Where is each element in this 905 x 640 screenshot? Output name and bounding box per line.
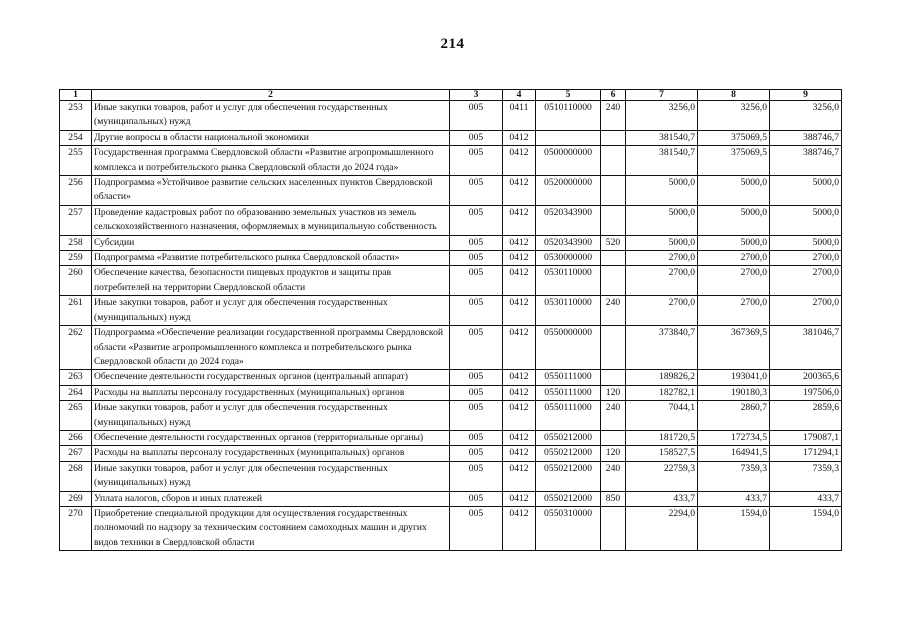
expense-type-cell [601, 146, 626, 176]
amount-col7-cell: 5000,0 [626, 205, 698, 235]
amount-col8-cell: 172734,5 [698, 430, 770, 445]
amount-col8-cell: 2700,0 [698, 266, 770, 296]
item-name-cell: Иные закупки товаров, работ и услуг для обеспечения государственных (муниципальных) нужд [92, 296, 450, 326]
expense-type-cell: 520 [601, 235, 626, 250]
target-code-cell [536, 130, 601, 145]
table-body [60, 101, 842, 551]
section-code-cell: 0412 [503, 430, 536, 445]
table-row [60, 506, 842, 550]
target-code-cell: 0550111000 [536, 385, 601, 400]
target-code-cell: 0550111000 [536, 401, 601, 431]
amount-col7-cell: 373840,7 [626, 326, 698, 370]
header-cell: 4 [503, 90, 536, 101]
ministry-code-cell: 005 [450, 491, 503, 506]
row-number-cell: 266 [60, 430, 92, 445]
ministry-code-cell: 005 [450, 266, 503, 296]
amount-col7-cell: 2700,0 [626, 266, 698, 296]
amount-col9-cell: 200365,6 [770, 370, 842, 385]
header-cell: 9 [770, 90, 842, 101]
expense-type-cell: 240 [601, 101, 626, 131]
target-code-cell: 0550310000 [536, 506, 601, 550]
target-code-cell: 0550111000 [536, 370, 601, 385]
table-row [60, 446, 842, 461]
expense-type-cell: 240 [601, 401, 626, 431]
amount-col9-cell: 179087,1 [770, 430, 842, 445]
amount-col7-cell: 2700,0 [626, 296, 698, 326]
amount-col7-cell: 5000,0 [626, 235, 698, 250]
target-code-cell: 0520000000 [536, 176, 601, 206]
expense-type-cell [601, 205, 626, 235]
amount-col9-cell: 3256,0 [770, 101, 842, 131]
ministry-code-cell: 005 [450, 205, 503, 235]
table-row [60, 401, 842, 431]
expense-type-cell [601, 130, 626, 145]
table-row [60, 205, 842, 235]
table-row [60, 370, 842, 385]
target-code-cell: 0510110000 [536, 101, 601, 131]
amount-col8-cell: 375069,5 [698, 130, 770, 145]
header-cell: 2 [92, 90, 450, 101]
header-cell: 8 [698, 90, 770, 101]
section-code-cell: 0412 [503, 326, 536, 370]
expense-type-cell [601, 176, 626, 206]
amount-col9-cell: 2859,6 [770, 401, 842, 431]
amount-col8-cell: 367369,5 [698, 326, 770, 370]
amount-col9-cell: 388746,7 [770, 130, 842, 145]
item-name-cell: Государственная программа Свердловской области «Развитие агропромышленного комплекса и потребительского рынка Свердловской области до 2024 года» [92, 146, 450, 176]
item-name-cell: Иные закупки товаров, работ и услуг для обеспечения государственных (муниципальных) нужд [92, 461, 450, 491]
amount-col9-cell: 5000,0 [770, 235, 842, 250]
target-code-cell: 0500000000 [536, 146, 601, 176]
amount-col7-cell: 182782,1 [626, 385, 698, 400]
expense-type-cell [601, 430, 626, 445]
ministry-code-cell: 005 [450, 461, 503, 491]
section-code-cell: 0412 [503, 235, 536, 250]
item-name-cell: Обеспечение деятельности государственных органов (территориальные органы) [92, 430, 450, 445]
ministry-code-cell: 005 [450, 506, 503, 550]
amount-col7-cell: 2294,0 [626, 506, 698, 550]
ministry-code-cell: 005 [450, 430, 503, 445]
header-cell: 3 [450, 90, 503, 101]
item-name-cell: Уплата налогов, сборов и иных платежей [92, 491, 450, 506]
section-code-cell: 0412 [503, 491, 536, 506]
row-number-cell: 254 [60, 130, 92, 145]
table-row [60, 430, 842, 445]
amount-col8-cell: 164941,5 [698, 446, 770, 461]
amount-col8-cell: 375069,5 [698, 146, 770, 176]
amount-col9-cell: 197506,0 [770, 385, 842, 400]
ministry-code-cell: 005 [450, 101, 503, 131]
section-code-cell: 0412 [503, 370, 536, 385]
amount-col9-cell: 433,7 [770, 491, 842, 506]
row-number-cell: 268 [60, 461, 92, 491]
amount-col9-cell: 388746,7 [770, 146, 842, 176]
expense-type-cell: 240 [601, 461, 626, 491]
amount-col7-cell: 3256,0 [626, 101, 698, 131]
table-header-row [60, 90, 842, 101]
ministry-code-cell: 005 [450, 446, 503, 461]
section-code-cell: 0412 [503, 176, 536, 206]
row-number-cell: 263 [60, 370, 92, 385]
ministry-code-cell: 005 [450, 401, 503, 431]
amount-col7-cell: 5000,0 [626, 176, 698, 206]
target-code-cell: 0530110000 [536, 266, 601, 296]
target-code-cell: 0550212000 [536, 461, 601, 491]
table-row [60, 326, 842, 370]
amount-col8-cell: 193041,0 [698, 370, 770, 385]
expense-type-cell [601, 506, 626, 550]
table-row [60, 176, 842, 206]
item-name-cell: Другие вопросы в области национальной экономики [92, 130, 450, 145]
item-name-cell: Подпрограмма «Обеспечение реализации государственной программы Свердловской области «Развитие агропромышленного комплекса и потребительского рынка Свердловской области до 2024 года» [92, 326, 450, 370]
amount-col8-cell: 190180,3 [698, 385, 770, 400]
target-code-cell: 0530000000 [536, 251, 601, 266]
amount-col8-cell: 7359,3 [698, 461, 770, 491]
row-number-cell: 256 [60, 176, 92, 206]
ministry-code-cell: 005 [450, 235, 503, 250]
section-code-cell: 0412 [503, 205, 536, 235]
section-code-cell: 0412 [503, 130, 536, 145]
header-cell: 6 [601, 90, 626, 101]
row-number-cell: 255 [60, 146, 92, 176]
row-number-cell: 257 [60, 205, 92, 235]
expense-type-cell: 120 [601, 446, 626, 461]
amount-col9-cell: 2700,0 [770, 266, 842, 296]
amount-col8-cell: 1594,0 [698, 506, 770, 550]
table-row [60, 146, 842, 176]
amount-col8-cell: 5000,0 [698, 176, 770, 206]
section-code-cell: 0412 [503, 251, 536, 266]
amount-col9-cell: 171294,1 [770, 446, 842, 461]
item-name-cell: Приобретение специальной продукции для осуществления государственных полномочий по надзору за техническим состоянием самоходных машин и других видов техники в Свердловской области [92, 506, 450, 550]
table-row [60, 235, 842, 250]
expense-type-cell: 240 [601, 296, 626, 326]
target-code-cell: 0550212000 [536, 491, 601, 506]
header-cell: 1 [60, 90, 92, 101]
amount-col9-cell: 1594,0 [770, 506, 842, 550]
amount-col9-cell: 381046,7 [770, 326, 842, 370]
amount-col9-cell: 5000,0 [770, 176, 842, 206]
table-row [60, 385, 842, 400]
ministry-code-cell: 005 [450, 385, 503, 400]
item-name-cell: Обеспечение деятельности государственных органов (центральный аппарат) [92, 370, 450, 385]
ministry-code-cell: 005 [450, 251, 503, 266]
table-row [60, 491, 842, 506]
amount-col7-cell: 189826,2 [626, 370, 698, 385]
amount-col7-cell: 22759,3 [626, 461, 698, 491]
section-code-cell: 0412 [503, 146, 536, 176]
table-row [60, 251, 842, 266]
target-code-cell: 0530110000 [536, 296, 601, 326]
target-code-cell: 0550212000 [536, 446, 601, 461]
amount-col7-cell: 7044,1 [626, 401, 698, 431]
amount-col7-cell: 381540,7 [626, 146, 698, 176]
target-code-cell: 0550212000 [536, 430, 601, 445]
row-number-cell: 265 [60, 401, 92, 431]
expense-type-cell [601, 251, 626, 266]
amount-col9-cell: 7359,3 [770, 461, 842, 491]
amount-col7-cell: 381540,7 [626, 130, 698, 145]
item-name-cell: Субсидии [92, 235, 450, 250]
table-row [60, 296, 842, 326]
table-row [60, 101, 842, 131]
amount-col7-cell: 433,7 [626, 491, 698, 506]
row-number-cell: 260 [60, 266, 92, 296]
item-name-cell: Иные закупки товаров, работ и услуг для обеспечения государственных (муниципальных) нужд [92, 101, 450, 131]
expense-type-cell [601, 326, 626, 370]
item-name-cell: Расходы на выплаты персоналу государственных (муниципальных) органов [92, 385, 450, 400]
amount-col8-cell: 3256,0 [698, 101, 770, 131]
ministry-code-cell: 005 [450, 326, 503, 370]
section-code-cell: 0412 [503, 296, 536, 326]
ministry-code-cell: 005 [450, 130, 503, 145]
row-number-cell: 269 [60, 491, 92, 506]
amount-col8-cell: 2700,0 [698, 296, 770, 326]
amount-col9-cell: 2700,0 [770, 251, 842, 266]
item-name-cell: Проведение кадастровых работ по образованию земельных участков из земель сельскохозяйственного назначения, оформляемых в муниципальную собственность [92, 205, 450, 235]
section-code-cell: 0411 [503, 101, 536, 131]
amount-col8-cell: 5000,0 [698, 235, 770, 250]
expense-type-cell: 120 [601, 385, 626, 400]
ministry-code-cell: 005 [450, 370, 503, 385]
amount-col8-cell: 2700,0 [698, 251, 770, 266]
expense-type-cell [601, 370, 626, 385]
target-code-cell: 0550000000 [536, 326, 601, 370]
item-name-cell: Иные закупки товаров, работ и услуг для обеспечения государственных (муниципальных) нужд [92, 401, 450, 431]
section-code-cell: 0412 [503, 266, 536, 296]
amount-col7-cell: 181720,5 [626, 430, 698, 445]
section-code-cell: 0412 [503, 506, 536, 550]
ministry-code-cell: 005 [450, 146, 503, 176]
expense-type-cell [601, 266, 626, 296]
table-row [60, 461, 842, 491]
budget-table [59, 89, 842, 551]
row-number-cell: 267 [60, 446, 92, 461]
row-number-cell: 259 [60, 251, 92, 266]
expense-type-cell: 850 [601, 491, 626, 506]
item-name-cell: Подпрограмма «Развитие потребительского рынка Свердловской области» [92, 251, 450, 266]
section-code-cell: 0412 [503, 385, 536, 400]
amount-col9-cell: 2700,0 [770, 296, 842, 326]
target-code-cell: 0520343900 [536, 235, 601, 250]
row-number-cell: 261 [60, 296, 92, 326]
section-code-cell: 0412 [503, 461, 536, 491]
section-code-cell: 0412 [503, 446, 536, 461]
section-code-cell: 0412 [503, 401, 536, 431]
page-number: 214 [440, 36, 465, 52]
item-name-cell: Подпрограмма «Устойчивое развитие сельских населенных пунктов Свердловской области» [92, 176, 450, 206]
table-row [60, 130, 842, 145]
table-row [60, 266, 842, 296]
row-number-cell: 264 [60, 385, 92, 400]
row-number-cell: 270 [60, 506, 92, 550]
ministry-code-cell: 005 [450, 176, 503, 206]
item-name-cell: Обеспечение качества, безопасности пищевых продуктов и защиты прав потребителей на территории Свердловской области [92, 266, 450, 296]
amount-col8-cell: 433,7 [698, 491, 770, 506]
amount-col9-cell: 5000,0 [770, 205, 842, 235]
amount-col7-cell: 2700,0 [626, 251, 698, 266]
target-code-cell: 0520343900 [536, 205, 601, 235]
row-number-cell: 262 [60, 326, 92, 370]
header-cell: 5 [536, 90, 601, 101]
item-name-cell: Расходы на выплаты персоналу государственных (муниципальных) органов [92, 446, 450, 461]
amount-col8-cell: 5000,0 [698, 205, 770, 235]
amount-col7-cell: 158527,5 [626, 446, 698, 461]
row-number-cell: 253 [60, 101, 92, 131]
row-number-cell: 258 [60, 235, 92, 250]
amount-col8-cell: 2860,7 [698, 401, 770, 431]
header-cell: 7 [626, 90, 698, 101]
ministry-code-cell: 005 [450, 296, 503, 326]
